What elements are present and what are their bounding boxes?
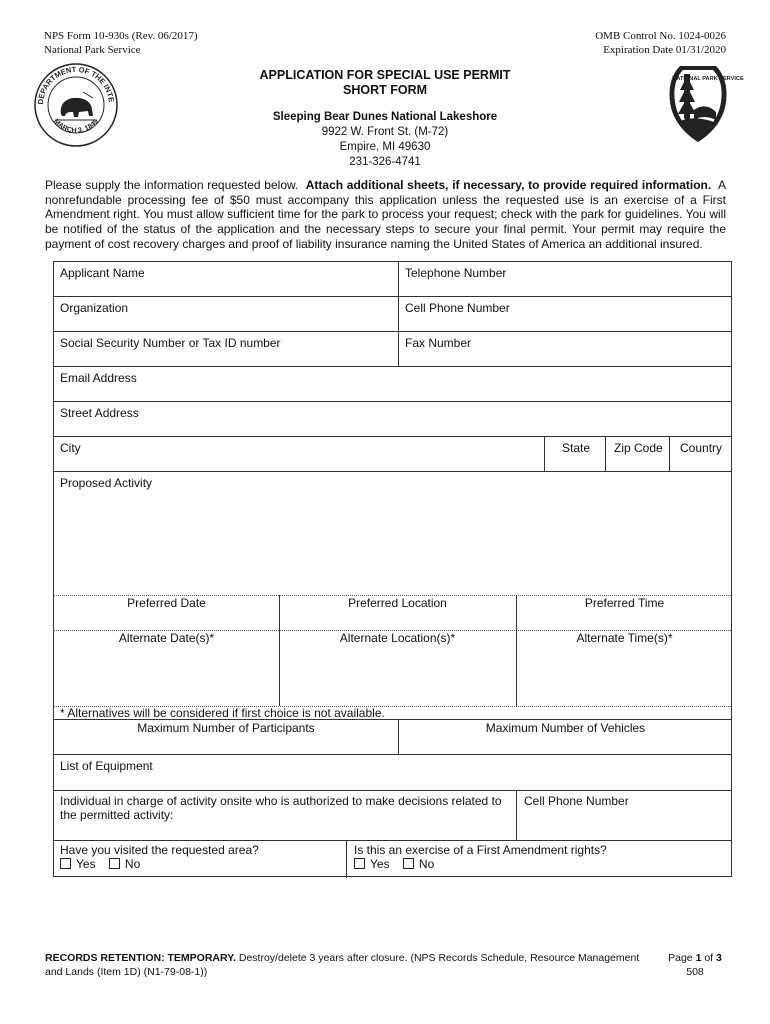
omb-control-number: OMB Control No. 1024-0026 [595,30,726,42]
fax-field[interactable]: Fax Number [405,336,472,350]
park-phone: 231-326-4741 [349,156,421,168]
preferred-location-field[interactable]: Preferred Location [348,596,447,610]
form-header-left [44,29,198,57]
instructions-body: A nonrefundable processing fee of $50 must accompany this application unless the requested use is an exercise of a First Amendment right. You must allow sufficient time for the park to process your request; check with the park for guidelines. You will be notified of the status of the application and the necessary steps to secure your final permit. Your permit may require the payment of cost recovery charges and proof of liability insurance naming the United States of America an additional insured. [45,178,726,251]
country-field[interactable]: Country [680,441,723,455]
street-address-field[interactable]: Street Address [60,406,139,420]
application-form-grid [53,261,732,877]
form-code: 508 [686,966,704,978]
visited-no-option[interactable]: No [109,857,140,871]
checkbox-icon[interactable] [60,858,71,869]
expiration-date: Expiration Date 01/31/2020 [603,44,726,56]
title-line-2: SHORT FORM [342,83,428,97]
instructions-lead: Please supply the information requested below. [45,178,299,192]
instructions-paragraph [45,178,726,252]
checkbox-icon[interactable] [403,858,414,869]
visited-area-question [60,843,259,871]
title-line-1: APPLICATION FOR SPECIAL USE PERMIT [259,68,511,82]
max-participants-field[interactable]: Maximum Number of Participants [137,721,315,735]
visited-area-label: Have you visited the requested area? [60,843,259,857]
form-header-right [595,29,726,57]
first-amendment-no-option[interactable]: No [403,857,434,871]
organization-field[interactable]: Organization [60,301,129,315]
arrowhead-text: NATIONAL PARK SERVICE [672,76,744,82]
email-field[interactable]: Email Address [60,371,137,385]
retention-text: Destroy/delete 3 years after closure. (NPS Records Schedule, Resource Management and Lands (Item 1D) (N1-79-08-1)) [45,952,640,978]
first-amendment-question [354,843,607,871]
agency-name: National Park Service [44,44,141,56]
individual-in-charge-field[interactable]: Individual in charge of activity onsite who is authorized to make decisions related to the permitted activity: [60,794,502,822]
page-indicator: Page 1 of 3 508 [660,951,730,979]
park-contact-block [0,110,770,170]
max-vehicles-field[interactable]: Maximum Number of Vehicles [485,721,646,735]
ssn-tax-id-field[interactable]: Social Security Number or Tax ID number [60,336,281,350]
city-field[interactable]: City [60,441,81,455]
telephone-field[interactable]: Telephone Number [405,266,507,280]
state-field[interactable]: State [562,441,591,455]
visited-yes-option[interactable]: Yes [60,857,96,871]
seal-text-bottom: MARCH 3, 1849 [52,118,100,135]
page-total: 3 [716,952,722,964]
preferred-time-field[interactable]: Preferred Time [584,596,665,610]
park-city: Empire, MI 49630 [339,141,431,153]
alternate-date-field[interactable]: Alternate Date(s)* [118,631,215,645]
page-number: 1 [695,952,702,964]
instructions-bold: Attach additional sheets, if necessary, to provide required information. [305,178,712,192]
first-amendment-yes-option[interactable]: Yes [354,857,390,871]
alternatives-note: * Alternatives will be considered if first choice is not available. [60,706,385,720]
proposed-activity-field[interactable]: Proposed Activity [60,476,153,490]
equipment-list-field[interactable]: List of Equipment [60,759,153,773]
zip-code-field[interactable]: Zip Code [614,441,663,455]
form-title [0,68,770,98]
applicant-name-field[interactable]: Applicant Name [60,266,145,280]
checkbox-icon[interactable] [354,858,365,869]
retention-label: RECORDS RETENTION: TEMPORARY. [45,952,236,964]
cell-phone-field[interactable]: Cell Phone Number [405,301,510,315]
records-retention-footer [45,951,645,979]
form-number: NPS Form 10-930s (Rev. 06/2017) [44,30,198,42]
park-name: Sleeping Bear Dunes National Lakeshore [272,111,498,123]
checkbox-icon[interactable] [109,858,120,869]
alternate-location-field[interactable]: Alternate Location(s)* [339,631,456,645]
seal-text-top: DEPARTMENT OF THE INTE [35,64,116,105]
preferred-date-field[interactable]: Preferred Date [127,596,206,610]
park-address: 9922 W. Front St. (M-72) [321,126,449,138]
first-amendment-label: Is this an exercise of a First Amendment rights? [354,843,607,857]
individual-cell-phone-field[interactable]: Cell Phone Number [524,794,629,808]
alternate-time-field[interactable]: Alternate Time(s)* [576,631,673,645]
